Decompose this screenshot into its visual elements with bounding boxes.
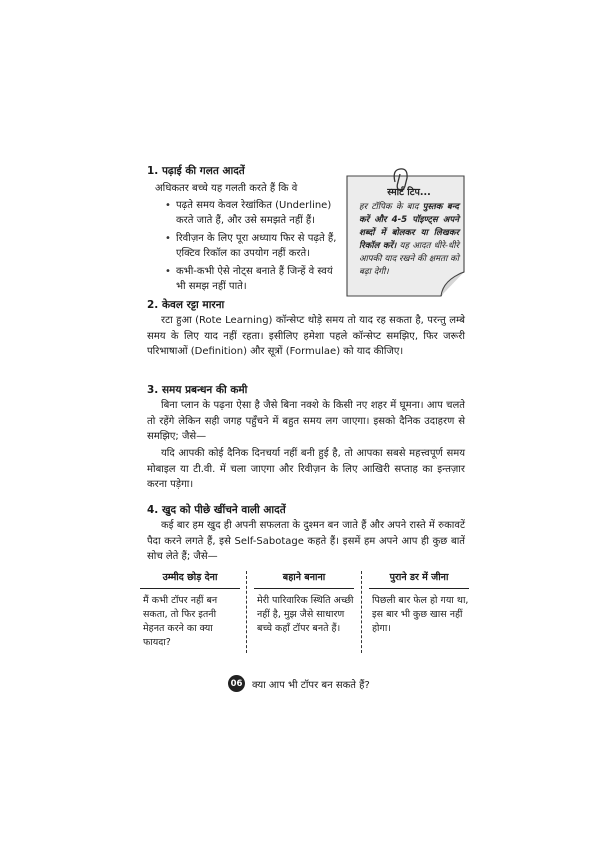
section-3-heading: 3. समय प्रबन्धन की कमी — [147, 384, 248, 396]
table-column-body: मेरी पारिवारिक स्थिति अच्छी नहीं है, मुझ जैसे साधारण बच्चे कहाँ टॉपर बनते हैं। — [257, 595, 354, 634]
table-column — [369, 571, 469, 636]
list-item: • कभी-कभी ऐसे नोट्स बनाते हैं जिन्हें वे स्वयं भी समझ नहीं पाते। — [165, 264, 340, 294]
smart-tip-text-bold: पुस्तक बन्द करें और 4-5 पॉइण्ट्स अपने शब्दों में बोलकर या लिखकर रिकॉल करें। — [359, 202, 459, 251]
book-title: क्या आप भी टॉपर बन सकते हैं? — [252, 679, 370, 691]
table-column — [140, 571, 240, 650]
smart-tip-text-c: यह आदत धीरे-धीरे आपकी याद रखने की क्षमता को बढ़ा देगी। — [359, 241, 459, 277]
table-divider — [246, 571, 248, 653]
section-3-paragraph-1: बिना प्लान के पढ़ना ऐसा है जैसे बिना नक्शे के किसी नए शहर में घूमना। आप चलते तो रहेंगे लेकिन सही जगह पहुँचने में बहुत समय लग जाएगा। इसको दैनिक उदाहरण से समझिए; जैसे— — [147, 400, 465, 442]
section-2-paragraph: रटा हुआ (Rote Learning) कॉन्सेप्ट थोड़े समय तो याद रह सकता है, परन्तु लम्बे समय के लिए याद नहीं रहता। इसीलिए हमेशा पहले कॉन्सेप्ट समझिए, फिर जरूरी परिभाषाओं (Definition) और सूत्रों (Formulae) को याद कीजिए। — [147, 315, 465, 357]
table-column-body: मैं कभी टॉपर नहीं बन सकता, तो फिर इतनी मेहनत करने का क्या फायदा? — [143, 595, 218, 648]
smart-tip-note — [343, 168, 468, 300]
section-3-paragraph-2: यदि आपकी कोई दैनिक दिनचर्या नहीं बनी हुई है, तो आपका सबसे महत्त्वपूर्ण समय मोबाइल या टी.वी. में चला जाएगा और रिवीज़न के लिए आखिरी सप्ताह का इन्तज़ार करना पड़ेगा। — [147, 448, 465, 490]
table-column — [254, 571, 354, 636]
table-column-title: पुराने डर में जीना — [369, 571, 469, 589]
table-column-title: बहाने बनाना — [254, 571, 354, 589]
table-column-body: पिछली बार फेल हो गया था, इस बार भी कुछ खास नहीं होगा। — [372, 595, 469, 634]
table-column-title: उम्मीद छोड़ देना — [140, 571, 240, 589]
section-1-heading: 1. पढ़ाई की गलत आदतें — [147, 165, 245, 177]
section-4-heading: 4. खुद को पीछे खींचने वाली आदतें — [147, 504, 286, 516]
page-number-badge: 06 — [228, 675, 245, 692]
section-4-paragraph: कई बार हम खुद ही अपनी सफलता के दुश्मन बन जाते हैं और अपने रास्ते में रुकावटें पैदा करने लगते हैं, इसे Self-Sabotage कहते हैं। इसमें हम अपने आप ही कुछ बातें सोच लेते हैं; जैसे— — [147, 520, 465, 562]
list-item: • रिवीज़न के लिए पूरा अध्याय फिर से पढ़ते हैं, एक्टिव रिकॉल का उपयोग नहीं करते। — [165, 231, 340, 261]
table-divider — [361, 571, 363, 653]
smart-tip-text — [359, 186, 459, 279]
smart-tip-title: स्मार्ट टिप... — [387, 187, 431, 198]
page-footer — [228, 675, 370, 692]
section-1-intro: अधिकतर बच्चे यह गलती करते हैं कि वे — [155, 183, 298, 194]
list-item: • पढ़ते समय केवल रेखांकित (Underline) करते जाते हैं, और उसे समझते नहीं हैं। — [165, 198, 340, 228]
section-1-bullets — [165, 198, 340, 297]
section-2-heading: 2. केवल रट्टा मारना — [147, 299, 225, 311]
smart-tip-text-a: हर टॉपिक के बाद — [359, 202, 423, 212]
